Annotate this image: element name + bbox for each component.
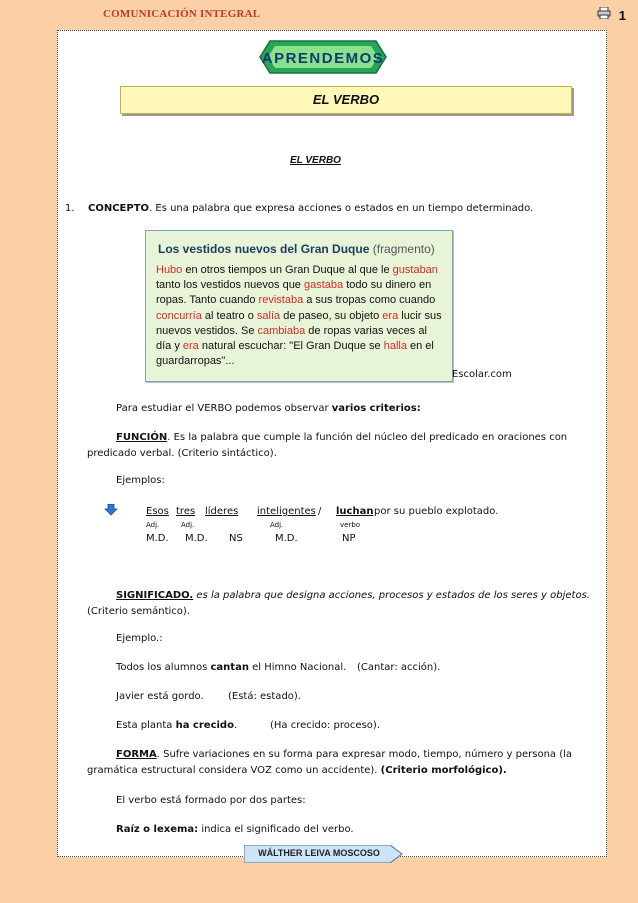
- story-line: guardarropas"...: [156, 355, 235, 368]
- story-line: concurría al teatro o salía de paseo, su objeto era lucir sus: [156, 309, 442, 322]
- story-line: nuevos vestidos. Se cambiaba de ropas varias veces al: [156, 324, 427, 337]
- func-md-3: M.D.: [275, 533, 298, 544]
- course-title: COMUNICACIÓN INTEGRAL: [103, 8, 261, 20]
- story-verb: gustaban: [392, 264, 438, 276]
- concept-line: CONCEPTO. Es una palabra que expresa acciones o estados en un tiempo determinado.: [88, 203, 534, 214]
- func-np: NP: [342, 533, 356, 544]
- example-word-inteligentes: inteligentes: [257, 506, 316, 517]
- aprendemos-text: APRENDEMOS: [261, 50, 385, 67]
- author-plate: [244, 845, 404, 863]
- funcion-line1: FUNCIÓN. Es la palabra que cumple la función del núcleo del predicado en oraciones con: [116, 432, 568, 443]
- story-line: Hubo en otros tiempos un Gran Duque al que le gustaban: [156, 264, 438, 276]
- example-word-esos: Esos: [146, 506, 169, 517]
- sentence-1: Todos los alumnos cantan el Himno Nacional.: [116, 662, 347, 673]
- story-box: [145, 230, 453, 382]
- funcion-line2: predicado verbal. (Criterio sintáctico).: [87, 448, 277, 459]
- sentence-2: Javier está gordo.: [116, 691, 204, 702]
- page-indicator: [597, 6, 626, 24]
- sentence-3: Esta planta ha crecido.: [116, 720, 238, 731]
- title-banner: [120, 86, 572, 114]
- story-verb: revistaba: [258, 294, 304, 307]
- tag-verbo: verbo: [340, 521, 361, 529]
- story-verb: Hubo: [156, 264, 183, 276]
- partes-line: El verbo está formado por dos partes:: [116, 795, 306, 806]
- story-verb: era: [382, 309, 399, 322]
- tag-adj-2: Adj.: [181, 521, 195, 529]
- tag-adj-3: Adj.: [270, 521, 284, 529]
- tag-adj-1: Adj.: [146, 521, 160, 529]
- aprendemos-logo: [258, 38, 388, 76]
- story-line: tanto los vestidos nuevos que gastaba todo su dinero en: [156, 279, 432, 292]
- story-verb: cambiaba: [257, 324, 306, 337]
- story-verb: salía: [256, 309, 281, 322]
- sentence-1-note: (Cantar: acción).: [357, 662, 441, 673]
- page-number: 1: [618, 7, 626, 23]
- sentence-2-note: (Está: estado).: [228, 691, 301, 702]
- author-name: WÁLTHER LEIVA MOSCOSO: [258, 848, 380, 858]
- source-credit: Escolar.com: [452, 369, 512, 380]
- ejemplo-label: Ejemplo.:: [116, 633, 163, 644]
- concept-number: 1.: [65, 203, 75, 214]
- page-title: EL VERBO: [290, 155, 341, 166]
- ejemplos-label: Ejemplos:: [116, 475, 165, 486]
- example-word-tres: tres: [176, 506, 196, 517]
- significado-line2: (Criterio semántico).: [87, 606, 190, 617]
- intro-line: Para estudiar el VERBO podemos observar varios criterios:: [116, 403, 421, 414]
- raiz-line: Raíz o lexema: indica el significado del verbo.: [116, 824, 354, 835]
- example-word-luchan: luchan: [336, 506, 374, 517]
- story-verb: halla: [383, 340, 407, 353]
- story-verb: concurría: [156, 309, 202, 322]
- example-slash: /: [318, 506, 322, 517]
- func-md-2: M.D.: [185, 533, 208, 544]
- forma-line1: FORMA. Sufre variaciones en su forma para expresar modo, tiempo, número y persona (la: [116, 749, 573, 760]
- story-verb: era: [182, 340, 199, 353]
- bullet-arrow-icon: [104, 504, 118, 521]
- significado-line1: SIGNIFICADO. es la palabra que designa acciones, procesos y estados de los seres y objetos.: [116, 590, 590, 601]
- story-verb: gastaba: [303, 279, 344, 292]
- func-md-1: M.D.: [146, 533, 169, 544]
- story-line: día y era natural escuchar: "El Gran Duque se halla en el: [156, 340, 434, 353]
- func-ns: NS: [229, 533, 243, 544]
- story-line: ropas. Tanto cuando revistaba a sus tropas como cuando: [156, 294, 436, 307]
- example-rest: por su pueblo explotado.: [374, 506, 499, 517]
- example-word-lideres: líderes: [205, 506, 239, 517]
- sentence-3-note: (Ha crecido: proceso).: [270, 720, 380, 731]
- forma-line2: gramática estructural considera VOZ como un accidente). (Criterio morfológico).: [87, 765, 507, 776]
- banner-title: EL VERBO: [312, 92, 380, 107]
- printer-icon: [597, 6, 611, 24]
- story-title: Los vestidos nuevos del Gran Duque (fragmento): [158, 242, 435, 256]
- story-text: [156, 263, 446, 369]
